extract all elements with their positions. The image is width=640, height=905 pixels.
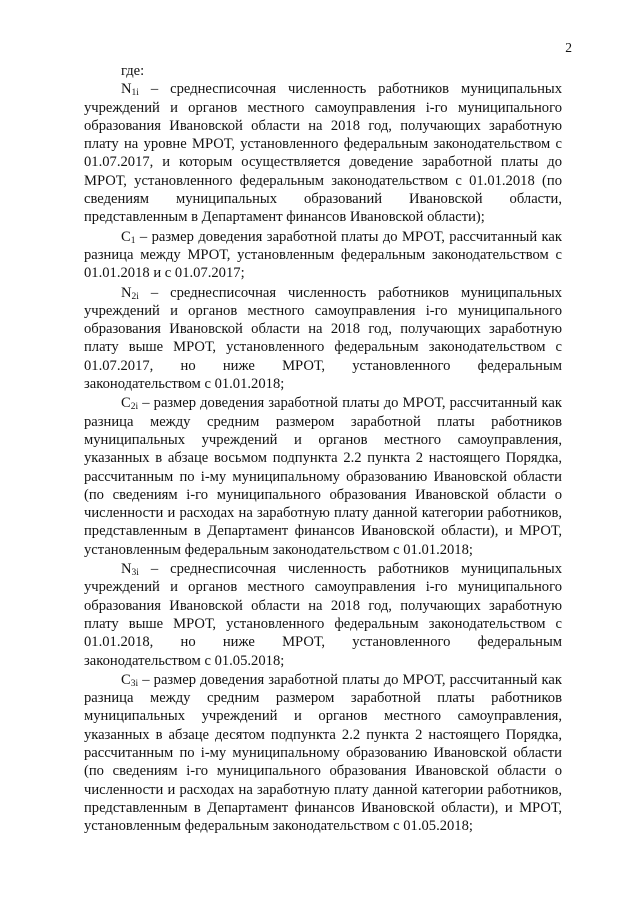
symbol: C bbox=[121, 395, 131, 412]
symbol: N bbox=[121, 81, 132, 98]
symbol-subscript: 2i bbox=[130, 402, 139, 413]
symbol: C bbox=[121, 671, 131, 688]
symbol-subscript: 3i bbox=[130, 678, 139, 689]
symbol: N bbox=[121, 284, 132, 301]
symbol: N bbox=[121, 561, 132, 578]
definition-n1 bbox=[84, 80, 562, 226]
definition-text: – среднесписочная численность работников муниципальных учреждений и органов местного самоуправления i-го муниципального образования Ивановской области на 2018 год, получающих заработную плату на уровне МРОТ, установленного федеральным законодательством с 01.07.2017, и которым осуществляется доведение заработной платы до МРОТ, установленного федеральным законодательством с 01.01.2018 (по сведениям муниципальных образований Ивановской области, представленным в Департамент финансов Ивановской области); bbox=[84, 81, 562, 226]
intro-text: где: bbox=[121, 63, 145, 79]
definition-text: – размер доведения заработной платы до МРОТ, рассчитанный как разница между средним размером заработной платы работников муниципальных учреждений и органов местного самоуправления, указанных в абзаце восьмом подпункта 2.2 пункта 2 настоящего Порядка, рассчитанным по i-му муниципальному образованию Ивановской области (по сведениям i-го муниципального образования Ивановской области о численности и расходах на заработную плату данной категории работников, представленным в Департамент финансов Ивановской области), и МРОТ, установленным федеральным законодательством с 01.01.2018; bbox=[84, 395, 562, 558]
symbol: C bbox=[121, 228, 131, 245]
definition-text: – размер доведения заработной платы до МРОТ, рассчитанный как разница между МРОТ, установленным федеральным законодательством с 01.01.2018 и с 01.07.2017; bbox=[84, 228, 562, 282]
symbol-subscript: 3i bbox=[131, 568, 139, 579]
definition-n2 bbox=[84, 284, 562, 394]
symbol-subscript: 1 bbox=[130, 235, 136, 246]
definition-text: – среднесписочная численность работников муниципальных учреждений и органов местного самоуправления i-го муниципального образования Ивановской области на 2018 год, получающих заработную плату выше МРОТ, установленного федеральным законодательством с 01.07.2017, но ниже МРОТ, установленного федеральным законодательством с 01.01.2018; bbox=[84, 284, 562, 393]
definition-c1 bbox=[84, 228, 562, 283]
definition-text: – среднесписочная численность работников муниципальных учреждений и органов местного самоуправления i-го муниципального образования Ивановской области на 2018 год, получающих заработную плату выше МРОТ, установленного федеральным законодательством с 01.01.2018, но ниже МРОТ, установленного федеральным законодательством с 01.05.2018; bbox=[84, 561, 562, 669]
symbol-subscript: 2i bbox=[131, 291, 139, 302]
document-body bbox=[84, 62, 562, 836]
definition-c2 bbox=[84, 394, 562, 559]
page-number: 2 bbox=[565, 40, 572, 55]
definition-n3 bbox=[84, 560, 562, 670]
definition-text: – размер доведения заработной платы до МРОТ, рассчитанный как разница между средним размером заработной платы работников муниципальных учреждений и органов местного самоуправления, указанных в абзаце десятом подпункта 2.2 пункта 2 настоящего Порядка, рассчитанным по i-му муниципальному образованию Ивановской области (по сведениям i-го муниципального образования Ивановской области о численности и расходах на заработную плату данной категории работников, представленным в Департамент финансов Ивановской области), и МРОТ, установленным федеральным законодательством с 01.05.2018; bbox=[84, 671, 562, 835]
symbol-subscript: 1i bbox=[131, 88, 139, 99]
definition-c3 bbox=[84, 671, 562, 836]
